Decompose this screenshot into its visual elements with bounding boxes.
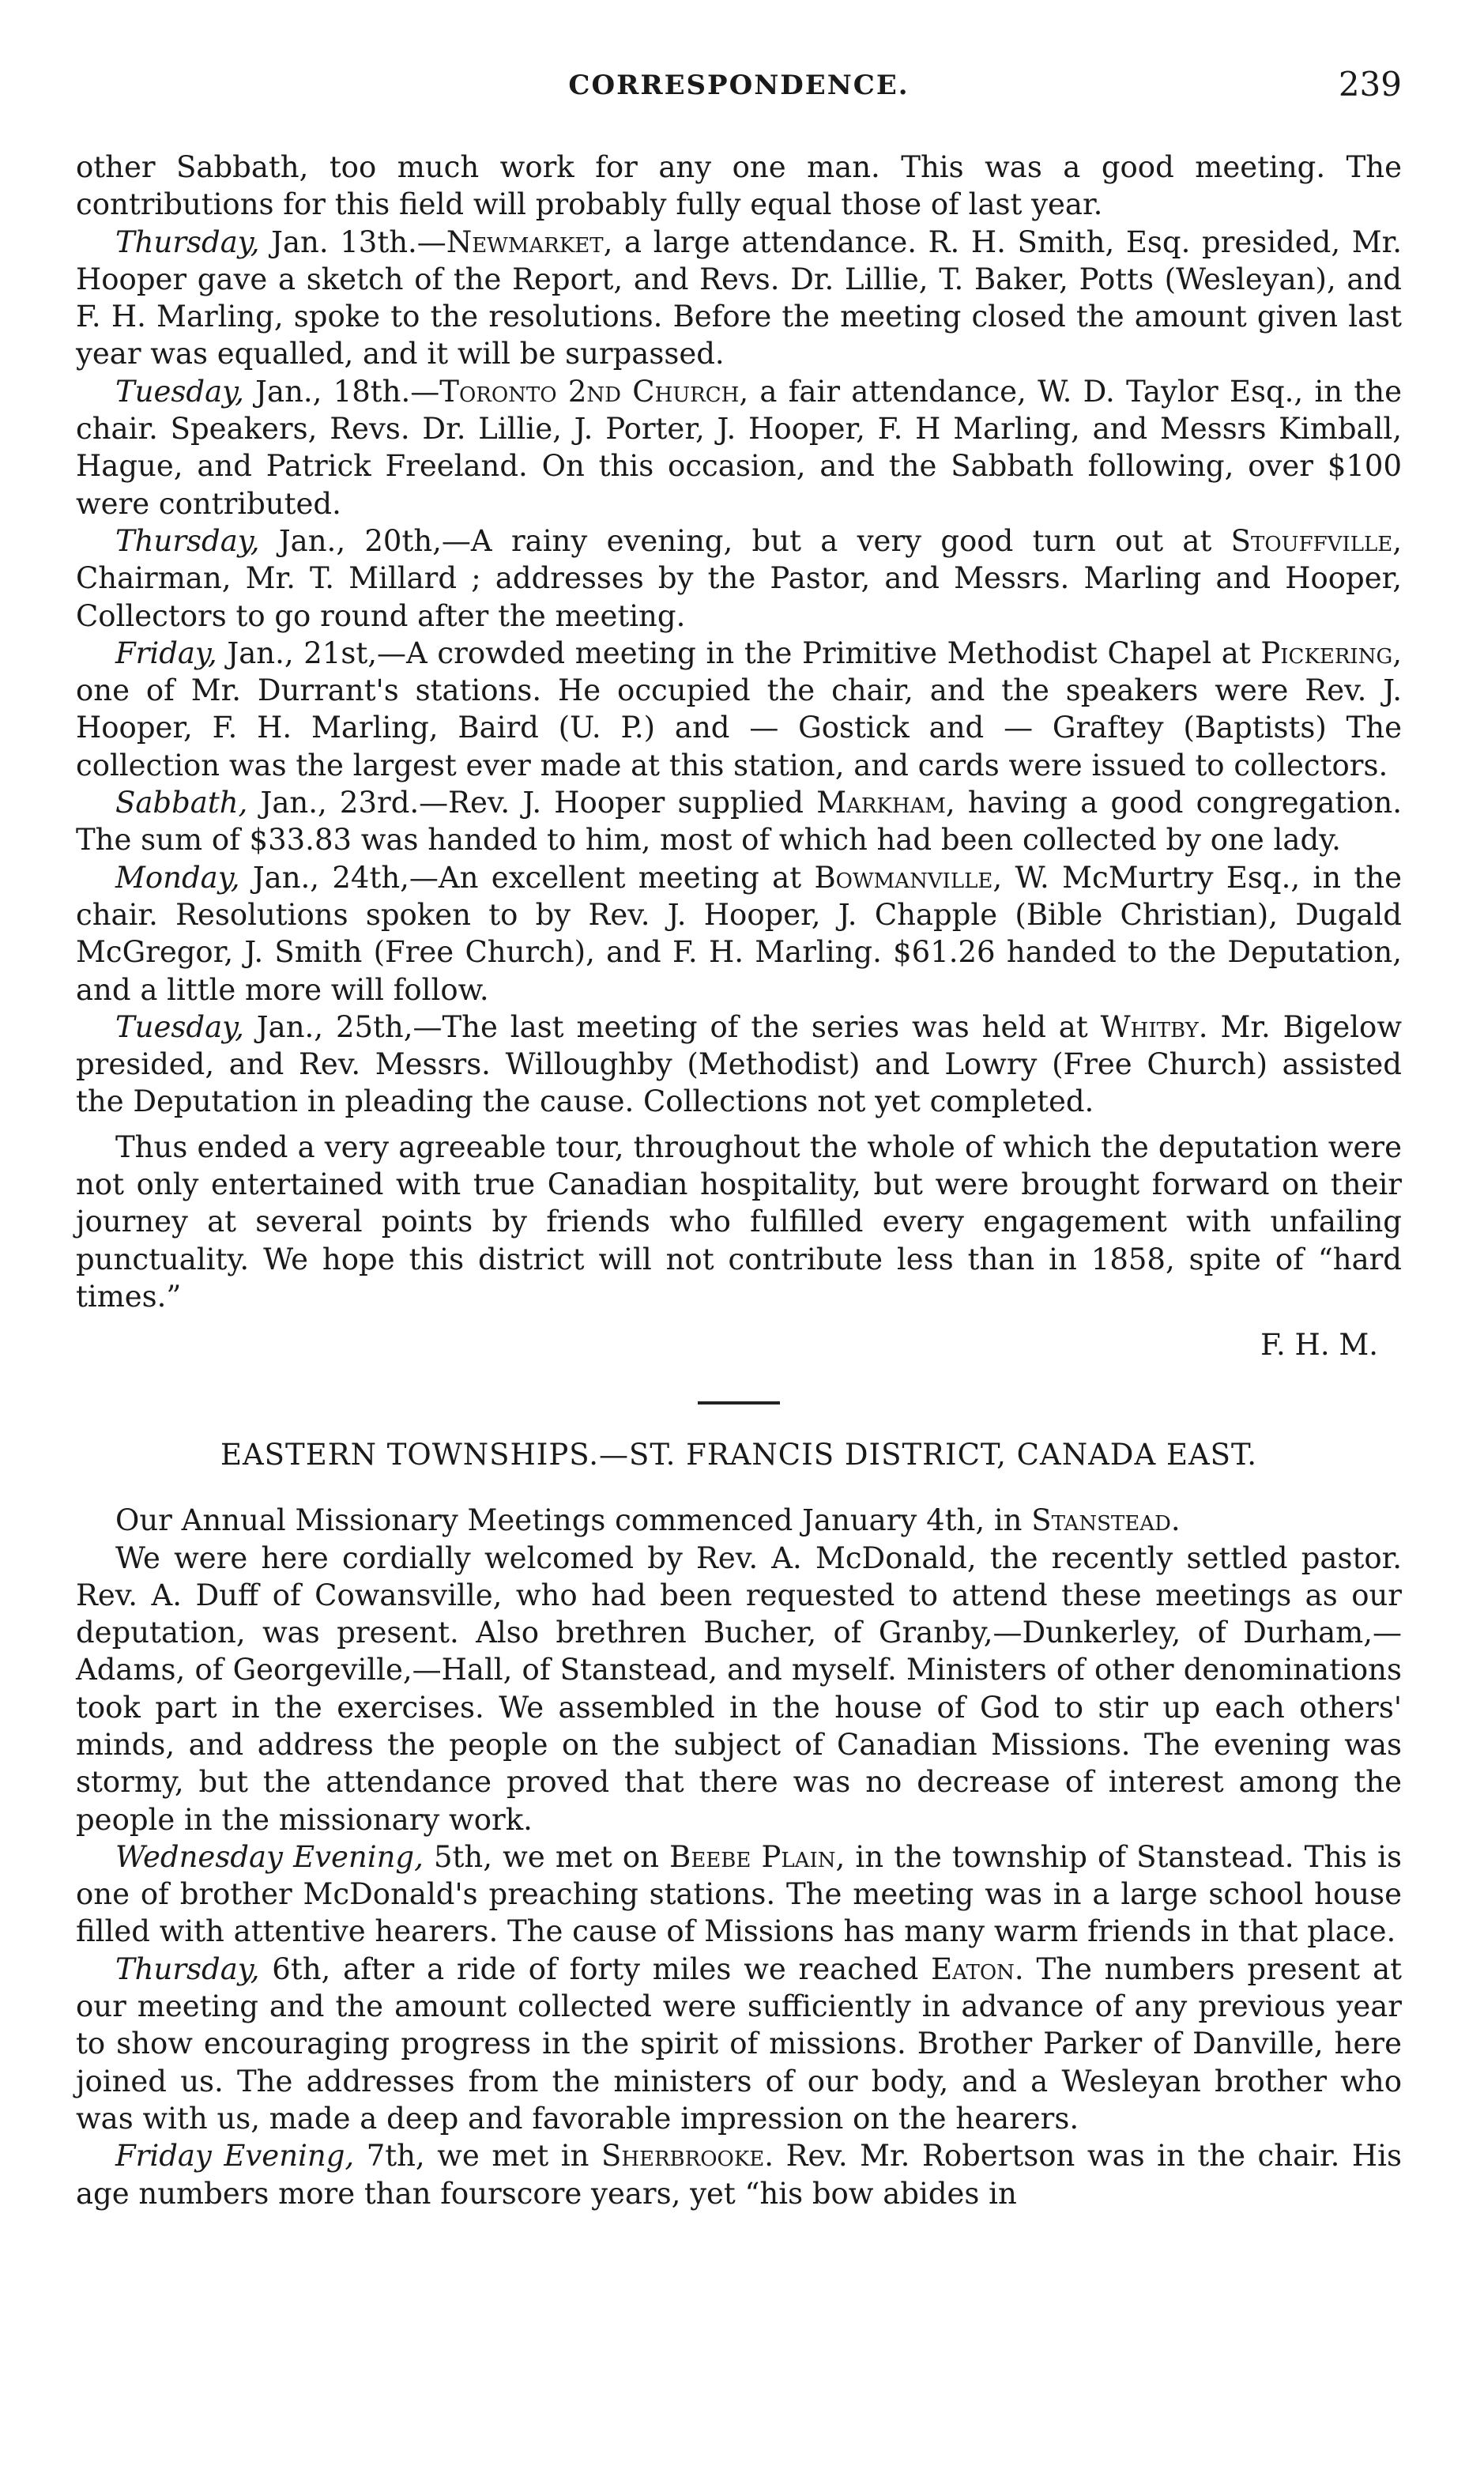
body-paragraph: We were here cordially welcomed by Rev. A. McDonald, the recently settled pastor. Rev. A. Duff of Cowansville, who had been requested to attend these meetings as our deputation, was present. Also brethren Bucher, of Granby,—Dunkerley, of Durham,—Adams, of Georgeville,—Hall, of Stanstead, and myself. Ministers of other denominations took part in the exercises. We assembled in the house of God to stir up each others' minds, and address the people on the subject of Canadian Missions. The evening was stormy, but the attendance proved that there was no decrease of interest among the people in the missionary work. [76,1540,1402,1837]
entry-paragraph [76,2137,1402,2212]
entry-date: Thursday, [115,1951,260,1986]
entry-date: Friday, [115,635,217,670]
entry-place: Markham [816,786,946,820]
page-number: 239 [1338,65,1402,104]
entry-text: , one of Mr. Durrant's stations. He occupied the chair, and the speakers were Rev. J. Hooper, F. H. Marling, Baird (U. P.) and — Gostick and — Graftey (Baptists) The collection was the largest ever made at this station, and cards were issued to collectors. [76,635,1402,782]
entry-paragraph [76,373,1402,522]
entry-date: Thursday, [115,523,260,558]
running-head [76,65,1402,117]
entry-text: , W. McMurtry Esq., in the chair. Resolutions spoken to by Rev. J. Hooper, J. Chapple (Bible Christian), Dugald McGregor, J. Smith (Free Church), and F. H. Marling. $61.26 handed to the Deputation, and a little more will follow. [76,860,1402,1007]
entry-paragraph [76,1838,1402,1951]
entry-date: Tuesday, [115,374,244,409]
entry-text: Jan. 13th.— [259,224,446,259]
intro-paragraph [76,1502,1402,1539]
section-heading: EASTERN TOWNSHIPS.—ST. FRANCIS DISTRICT, CANADA EAST. [220,1438,1258,1472]
entry-text: Jan., 18th.— [243,374,440,409]
entry-place: Sherbrooke [601,2139,765,2174]
entry-text: , Chairman, Mr. T. Millard ; addresses by the Pastor, and Messrs. Marling and Hooper, Collectors to go round after the meeting. [76,523,1402,633]
entry-text: , in the township of Stanstead. This is one of brother McDonald's preaching stations. The meeting was in a large school house filled with attentive hearers. The cause of Missions has many warm friends in that place. [76,1839,1402,1949]
entry-place: Stouffville [1230,523,1393,558]
entry-place: Whitby [1100,1009,1199,1044]
closing-paragraph: Thus ended a very agreeable tour, throughout the whole of which the deputation were not only entertained with true Canadian hospitality, but were brought forward on their journey at several points by friends who fulfilled every engagement with unfailing punctuality. We hope this district will not contribute less than in 1858, spite of “hard times.” [76,1129,1402,1314]
entry-paragraph [76,522,1402,635]
entry-text: , having a good congregation. The sum of $33.83 was handed to him, most of which had been collected by one lady. [76,786,1402,858]
entry-paragraph [76,1009,1402,1121]
entry-text: 6th, after a ride of forty miles we reached [259,1951,932,1986]
entry-text: Jan., 23rd.—Rev. J. Hooper supplied [247,786,817,820]
opening-paragraph: other Sabbath, too much work for any one man. This was a good meeting. The contributions for this field will probably fully equal those of last year. [76,150,1402,222]
intro-text: . [1170,1503,1181,1538]
entry-place: Beebe Plain [669,1839,836,1874]
intro-place: Stanstead [1031,1503,1171,1538]
entry-text: Jan., 20th,—A rainy evening, but a very good turn out at [259,523,1231,558]
entry-place: Pickering [1260,635,1393,670]
entry-text: 7th, we met in [354,2139,601,2174]
entry-paragraph [76,635,1402,784]
entry-paragraph [76,224,1402,373]
entry-text: , a large attendance. R. H. Smith, Esq. presided, Mr. Hooper gave a sketch of the Report, and Revs. Dr. Lillie, T. Baker, Potts (Wesleyan), and F. H. Marling, spoke to the resolutions. Before the meeting closed the amount given last year was equalled, and it will be surpassed. [76,224,1402,371]
entry-place: Toronto 2nd Church [439,374,740,409]
entry-date: Sabbath, [115,786,248,820]
entry-date: Monday, [115,860,240,895]
section-divider [698,1401,780,1405]
entry-paragraph [76,1951,1402,2137]
entry-date: Wednesday Evening, [115,1839,424,1874]
entry-date: Friday Evening, [115,2139,355,2174]
entry-place: Eaton [931,1951,1015,1986]
entry-date: Tuesday, [115,1009,244,1044]
entry-text: . Rev. Mr. Robertson was in the chair. His age numbers more than fourscore years, yet “his bow abides in [76,2139,1402,2211]
entry-place: Bowmanville [814,860,993,895]
entry-paragraph [76,784,1402,859]
entry-text: 5th, we met on [423,1839,670,1874]
running-title: CORRESPONDENCE. [568,70,910,101]
signature: F. H. M. [1260,1328,1378,1363]
entry-text: Jan., 21st,—A crowded meeting in the Primitive Methodist Chapel at [217,635,1261,670]
entry-text: . The numbers present at our meeting and the amount collected were sufficiently in advance of any previous year to show encouraging progress in the spirit of missions. Brother Parker of Danville, here joined us. The addresses from the ministers of our body, and a Wesleyan brother who was with us, made a deep and favorable impression on the hearers. [76,1951,1402,2136]
entry-paragraph [76,859,1402,1009]
entry-text: . Mr. Bigelow presided, and Rev. Messrs. Willoughby (Methodist) and Lowry (Free Church) assisted the Deputation in pleading the cause. Collections not yet completed. [76,1009,1403,1119]
intro-text: Our Annual Missionary Meetings commenced January 4th, in [115,1503,1032,1538]
entry-text: Jan., 25th,—The last meeting of the series was held at [243,1009,1101,1044]
entry-text: Jan., 24th,—An excellent meeting at [239,860,815,895]
entry-text: , a fair attendance, W. D. Taylor Esq., in the chair. Speakers, Revs. Dr. Lillie, J. Porter, J. Hooper, F. H Marling, and Messrs Kimball, Hague, and Patrick Freeland. On this occasion, and the Sabbath following, over $100 were contributed. [76,374,1402,521]
entry-date: Thursday, [115,224,260,259]
entry-place: Newmarket [446,224,604,259]
